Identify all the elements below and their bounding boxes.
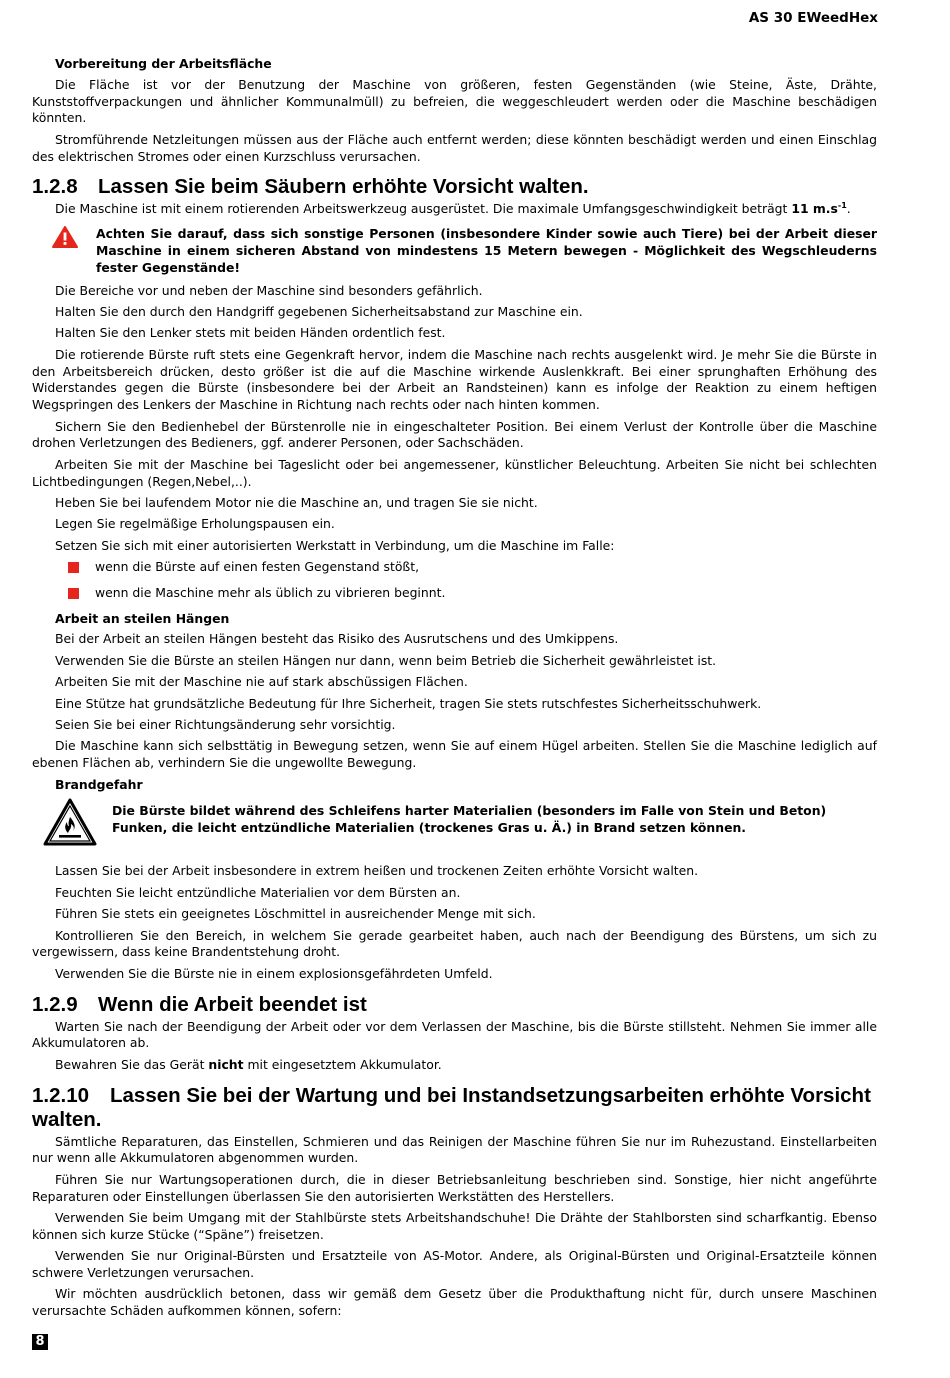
fire-warning-text: Die Bürste bildet während des Schleifens harter Materialien (besonders im Falle von Stein und Beton) Funken, die leicht entzündliche Materialien (trockenes Gras u. Ä.) in Brand setzen können.	[112, 803, 827, 836]
paragraph: Führen Sie stets ein geeignetes Löschmittel in ausreichender Menge mit sich.	[55, 906, 536, 922]
paragraph: Verwenden Sie die Bürste an steilen Hängen nur dann, wenn beim Betrieb die Sicherheit gewährleistet ist.	[55, 652, 717, 668]
warning-box	[32, 226, 877, 276]
slope-heading: Arbeit an steilen Hängen	[55, 610, 230, 626]
fire-heading: Brandgefahr	[55, 776, 143, 792]
paragraph: Wir möchten ausdrücklich betonen, dass wir gemäß dem Gesetz über die Produkthaftung nicht für, durch unsere Maschinen verursachte Schäden aufkommen können, sofern:	[32, 1286, 877, 1319]
section-title: Lassen Sie beim Säubern erhöhte Vorsicht walten.	[98, 175, 589, 199]
list-item	[32, 559, 877, 576]
paragraph: Legen Sie regelmäßige Erholungspausen ein.	[55, 516, 335, 532]
paragraph: Bei der Arbeit an steilen Hängen besteht das Risiko des Ausrutschens und des Umkippens.	[55, 631, 619, 647]
paragraph: Verwenden Sie nur Original-Bürsten und Ersatzteile von AS-Motor. Andere, als Original-Bürsten und Original-Ersatzteile können schwere Verletzungen verursachen.	[32, 1248, 877, 1280]
paragraph: Heben Sie bei laufendem Motor nie die Maschine an, und tragen Sie sie nicht.	[55, 494, 538, 510]
intro-text: Die Maschine ist mit einem rotierenden Arbeitswerkzeug ausgerüstet. Die maximale Umfangsgeschwindigkeit beträgt	[55, 201, 792, 217]
intro-end: .	[846, 201, 851, 217]
section-number: 1.2.8	[32, 175, 78, 199]
paragraph: Die Fläche ist vor der Benutzung der Maschine von größeren, festen Gegenständen (wie Steine, Äste, Drähte, Kunststoffverpackungen und ähnlicher Kommunalmüll) zu befreien, die weggeschleudert werden oder die Maschine beschädigen könnten.	[32, 76, 877, 126]
section-number: 1.2.9	[32, 992, 78, 1016]
warning-icon	[32, 226, 96, 252]
paragraph: Verwenden Sie beim Umgang mit der Stahlbürste stets Arbeitshandschuhe! Die Drähte der Stahlborsten sind scharfkantig. Ebenso können sich kurze Stücke (“Späne”) freisetzen.	[32, 1209, 877, 1242]
page-header: AS 30 EWeedHex	[748, 10, 878, 26]
paragraph: Setzen Sie sich mit einer autorisierten Werkstatt in Verbindung, um die Maschine im Falle:	[55, 537, 615, 553]
speed-unit-exponent: -1	[837, 201, 847, 211]
prep-heading: Vorbereitung der Arbeitsfläche	[55, 56, 272, 71]
paragraph: Führen Sie nur Wartungsoperationen durch, die in dieser Betriebsanleitung beschrieben sind. Sonstige, hier nicht angeführte Reparaturen oder Einstellungen überlassen Sie den autorisierten Werkstätten des Herstellers.	[32, 1171, 877, 1204]
paragraph: Die rotierende Bürste ruft stets eine Gegenkraft hervor, indem die Maschine nach rechts ausgelenkt wird. Je mehr Sie die Bürste in den Arbeitsbereich drücken, desto größer ist die auf die Maschine wirkende Auslenkkraft. Bei einer sprunghaften Erhöhung des Widerstandes gegen die Bürste (insbesondere bei der Arbeit an Randsteinen) kann es infolge der Reaktion zu einem heftigen Wegspringen des Lenkers der Maschine in Richtung nach rechts oder nach hinten kommen.	[32, 346, 877, 413]
section-title: Wenn die Arbeit beendet ist	[98, 992, 367, 1016]
section-heading-1-2-8	[32, 175, 877, 199]
paragraph-intro	[32, 201, 877, 218]
flammable-icon	[32, 797, 112, 851]
paragraph: Arbeiten Sie mit der Maschine bei Tageslicht oder bei angemessener, künstlicher Beleuchtung. Arbeiten Sie nicht bei schlechten Lichtbedingungen (Regen,Nebel,..).	[32, 456, 877, 489]
text: mit eingesetztem Akkumulator.	[243, 1056, 442, 1072]
paragraph: Eine Stütze hat grundsätzliche Bedeutung für Ihre Sicherheit, tragen Sie stets rutschfestes Sicherheitsschuhwerk.	[55, 695, 762, 711]
paragraph: Feuchten Sie leicht entzündliche Materialien vor dem Bürsten an.	[55, 884, 461, 900]
paragraph: Die Maschine kann sich selbsttätig in Bewegung setzen, wenn Sie auf einem Hügel arbeiten. Stellen Sie die Maschine lediglich auf ebenen Flächen ab, verhindern Sie die ungewollte Bewegung.	[32, 738, 877, 771]
list-item	[32, 585, 877, 602]
section-heading-1-2-9	[32, 993, 877, 1017]
list-item-text: wenn die Maschine mehr als üblich zu vibrieren beginnt.	[95, 584, 446, 600]
paragraph: Sämtliche Reparaturen, das Einstellen, Schmieren und das Reinigen der Maschine führen Sie nur im Ruhezustand. Einstellarbeiten nur wenn alle Akkumulatoren abgenommen wurden.	[32, 1133, 877, 1166]
paragraph: Warten Sie nach der Beendigung der Arbeit oder vor dem Verlassen der Maschine, bis die Bürste stillsteht. Nehmen Sie immer alle Akkumulatoren ab.	[32, 1018, 877, 1051]
warning-text: Achten Sie darauf, dass sich sonstige Personen (insbesondere Kinder sowie auch Tiere) bei der Arbeit dieser Maschine in einem sicheren Abstand von mindestens 15 Metern bewegen - Möglichkeit des Wegschleuderns fester Gegenstände!	[96, 226, 877, 275]
paragraph: Sichern Sie den Bedienhebel der Bürstenrolle nie in eingeschalteter Position. Bei einem Verlust der Kontrolle über die Maschine drohen Verletzungen des Bedieners, ggf. anderer Personen, oder Sachschäden.	[32, 418, 877, 451]
emphasis: nicht	[208, 1056, 244, 1072]
section-heading-1-2-10	[32, 1084, 877, 1132]
paragraph: Kontrollieren Sie den Bereich, in welchem Sie gerade gearbeitet haben, auch nach der Beendigung des Bürstens, um sich zu vergewissern, dass keine Brandentstehung droht.	[32, 927, 877, 960]
speed-value: 11 m.s	[791, 201, 838, 217]
section-title: Lassen Sie bei der Wartung und bei Instandsetzungsarbeiten erhöhte Vorsicht walten.	[32, 1083, 871, 1131]
bullet-square-icon	[68, 588, 79, 599]
paragraph: Halten Sie den durch den Handgriff gegebenen Sicherheitsabstand zur Maschine ein.	[55, 303, 583, 319]
paragraph-storage	[32, 1057, 877, 1074]
list-item-text: wenn die Bürste auf einen festen Gegenstand stößt,	[95, 559, 420, 575]
paragraph: Lassen Sie bei der Arbeit insbesondere in extrem heißen und trockenen Zeiten erhöhte Vorsicht walten.	[55, 863, 699, 879]
paragraph: Stromführende Netzleitungen müssen aus der Fläche auch entfernt werden; diese könnten beschädigt werden und einen Einschlag des elektrischen Stromes oder einen Kurzschluss verursachen.	[32, 131, 877, 164]
text: Bewahren Sie das Gerät	[55, 1056, 209, 1072]
bullet-square-icon	[68, 562, 79, 573]
paragraph: Arbeiten Sie mit der Maschine nie auf stark abschüssigen Flächen.	[55, 674, 468, 690]
section-number: 1.2.10	[32, 1083, 89, 1107]
paragraph: Verwenden Sie die Bürste nie in einem explosionsgefährdeten Umfeld.	[55, 965, 493, 981]
paragraph: Die Bereiche vor und neben der Maschine sind besonders gefährlich.	[55, 282, 483, 298]
paragraph: Halten Sie den Lenker stets mit beiden Händen ordentlich fest.	[55, 325, 446, 341]
page-number: 8	[32, 1334, 48, 1350]
paragraph: Seien Sie bei einer Richtungsänderung sehr vorsichtig.	[55, 717, 396, 733]
fire-warning-box	[32, 797, 877, 851]
page-content	[32, 56, 877, 1324]
